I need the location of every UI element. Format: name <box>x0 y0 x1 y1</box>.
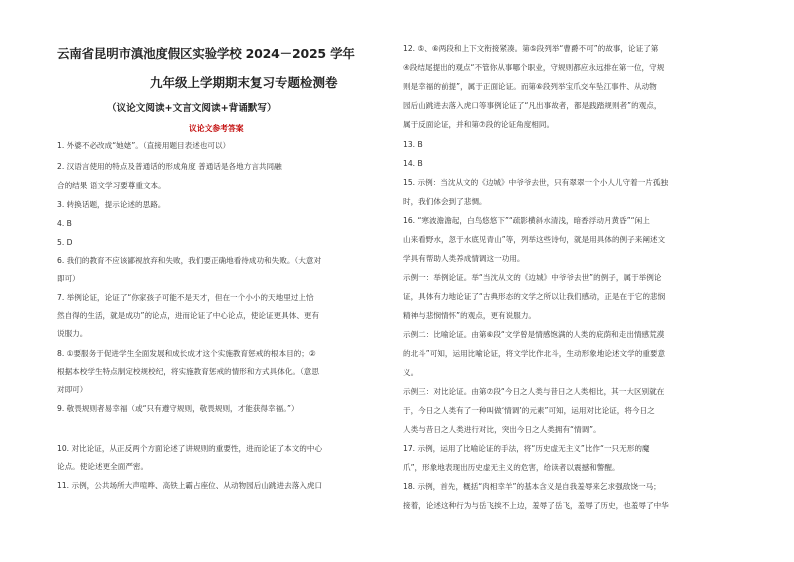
section-heading: 议论文参考答案 <box>189 124 244 133</box>
answer-line: 11. 示例，公共场所大声喧哗、高铁上霸占座位、从动物园后山跳进去落入虎口 <box>57 481 323 490</box>
answer-line: 于，今日之人类有了一种叫做‘情调’的元素”可知，运用对比论证，将今日之 <box>403 406 655 415</box>
answer-line: 13. B <box>403 140 423 149</box>
answer-line: 论点。使论述更全面严密。 <box>57 462 149 471</box>
document-title-line2: 九年级上学期期末复习专题检测卷 <box>150 75 338 90</box>
answer-line: 的北斗”可知，运用比喻论证，将文学比作北斗，生动形象地论述文学的重要意 <box>403 349 666 358</box>
answer-line: 5. D <box>57 238 73 247</box>
answer-line: 8. ①要服务于促进学生全面发展和成长成才这个实施教育惩戒的根本目的；② <box>57 349 316 358</box>
answer-line: 义。 <box>403 368 419 377</box>
answer-line: 6. 我们的教育不应该鄙视放弃和失败，我们要正确地看待成功和失败。（大意对 <box>57 256 322 265</box>
answer-line: 则是幸福的前提”，属于正面论证。而第⑥段列举宝爪交车坠江事件、从动物 <box>403 82 657 91</box>
answer-line: 根据本校学生特点制定校规校纪，将实施教育惩戒的情形和方式具体化。（意思 <box>57 367 319 376</box>
answer-line: 园后山跳进去落入虎口等事例论证了“凡出事故者，都是践踏规则者”的观点， <box>403 101 662 110</box>
answer-line: 学具有帮助人类养成情调这一功用。 <box>403 254 525 263</box>
answer-line: 4. B <box>57 219 72 228</box>
answer-line: 15. 示例：当沈从文的《边城》中爷爷去世，只有翠翠一个小人儿守着一片孤独 <box>403 178 669 187</box>
document-subtitle: （议论文阅读+文言文阅读+背诵默写） <box>107 103 277 114</box>
answer-line: 示例二：比喻论证。由第⑥段“文学曾是情感饱满的人类的庇荫和走出情感荒漠 <box>403 330 665 339</box>
answer-line: 7. 举例论证，论证了“你家孩子可能不是天才，但在一个小小的天地里过上恰 <box>57 293 314 302</box>
answer-line: 证，具体有力地论证了“古典形态的文学之所以让我们感动，正是在于它的悲悯 <box>403 292 666 301</box>
answer-line: 示例一：举例论证。举“当沈从文的《边城》中爷爷去世”的例子，属于举例论 <box>403 273 662 282</box>
answer-line: 10. 对比论证，从正反两个方面论述了讲规则的重要性，进而论证了本文的中心 <box>57 444 323 453</box>
answer-line: 17. 示例，运用了比喻论证的手法，将“历史虚无主义”比作“一只无形的魔 <box>403 444 650 453</box>
answer-line: 合的结果 语文学习要尊重文本。 <box>57 181 166 190</box>
answer-line: ④段结尾提出的观点“不管你从事哪个职业，守规则都应永远排在第一位，守规 <box>403 63 665 72</box>
answer-line: 12. ⑤、⑥两段和上下文衔接紧凑。第⑤段列举“曹爵不可”的故事，论证了第 <box>403 44 659 53</box>
answer-line: 示例三：对比论证。由第⑦段“今日之人类与昔日之人类相比，其一大区别就在 <box>403 387 665 396</box>
answer-line: 9. 敬畏规则者易幸福（或“只有遵守规则，敬畏规则，才能获得幸福。”） <box>57 404 299 413</box>
answer-line: 属于反面论证，并和第⑦段的论证角度相同。 <box>403 120 555 129</box>
answer-line: 精神与悲悯情怀”的观点，更有说服力。 <box>403 311 537 320</box>
answer-line: 时，我们体会到了悲惆。 <box>403 197 487 206</box>
answer-line: 说服力。 <box>57 329 88 338</box>
answer-line: 即可） <box>57 274 80 283</box>
answer-line: 人类与昔日之人类进行对比，突出今日之人类拥有“情调”。 <box>403 425 601 434</box>
answer-line: 16. “寒波澹澹起，白鸟悠悠下”“疏影横斜水清浅，暗香浮动月黄昏”“闲上 <box>403 216 650 225</box>
answer-line: 14. B <box>403 159 423 168</box>
answer-line: 2. 汉语言使用的特点及普通话的形成角度 普通话是各地方言共同融 <box>57 162 282 171</box>
answer-line: 18. 示例，首先，概括“肉相幸羊”的基本含义是自我羞辱来乞求强敌饶一马； <box>403 482 661 491</box>
answer-line: 山来看野水，忽于水底见青山”等，列举这些诗句，就是用具体的例子来阐述文 <box>403 235 666 244</box>
answer-line: 接着，论述这种行为与岳飞挨不上边，羞辱了岳飞，羞辱了历史，也羞辱了中华 <box>403 501 669 510</box>
document-title-line1: 云南省昆明市滇池度假区实验学校 2024－2025 学年 <box>57 46 355 61</box>
answer-line: 1. 外婆不必改成“她姥”。（直接用题目表述也可以） <box>57 141 231 150</box>
answer-line: 然自得的生活，就是成功”的论点，进而论证了中心论点，使论证更具体、更有 <box>57 311 320 320</box>
answer-line: 爪”，形象地表现出历史虚无主义的危害，给读者以震撼和警醒。 <box>403 463 620 472</box>
answer-line: 对即可） <box>57 385 88 394</box>
answer-line: 3. 转换话题，提示论述的思路。 <box>57 200 166 209</box>
